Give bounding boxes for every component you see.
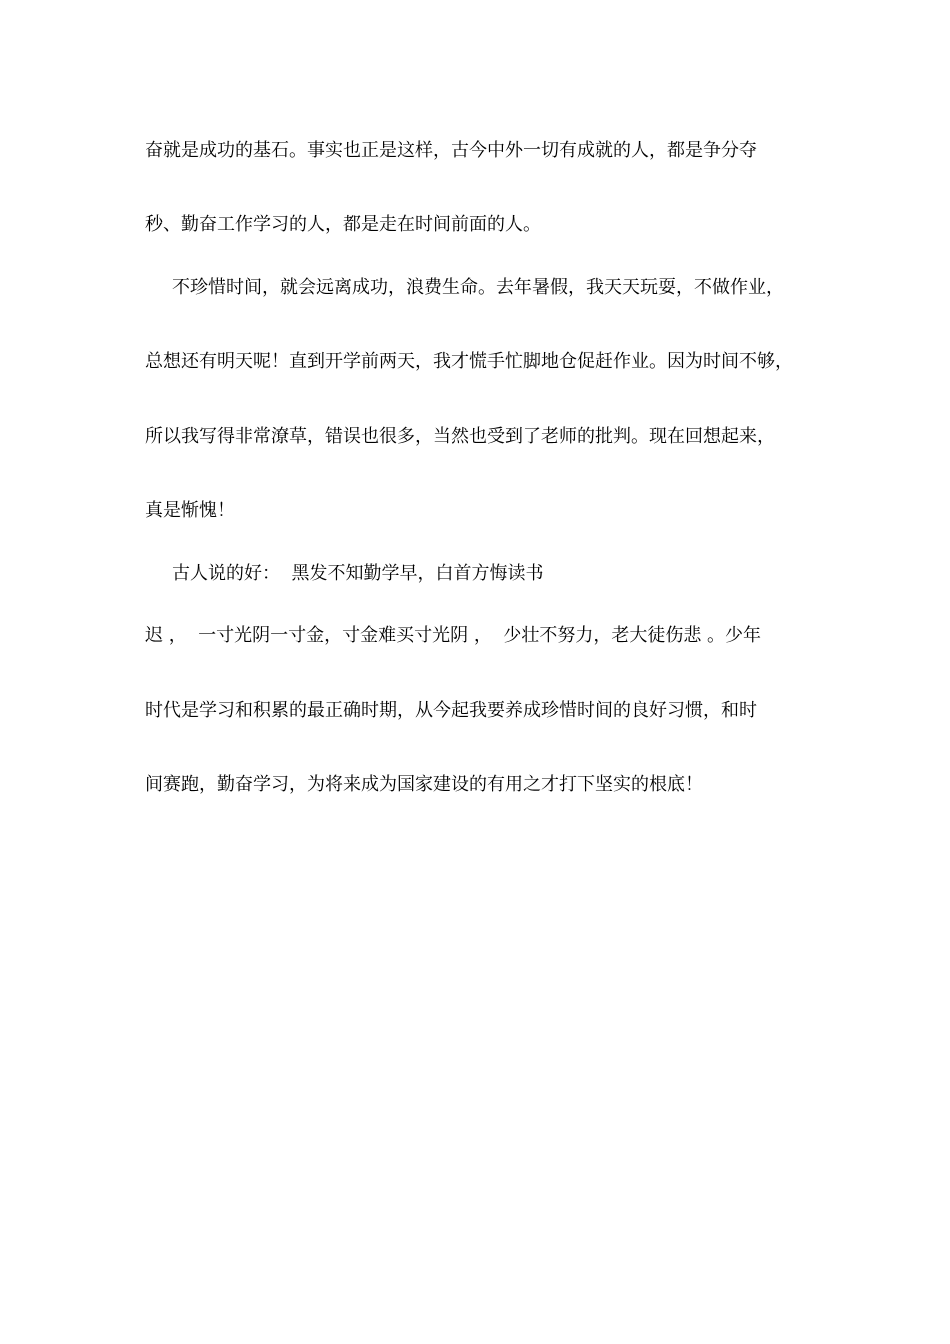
text-line: 所以我写得非常潦草，错误也很多，当然也受到了老师的批判。现在回想起来， xyxy=(145,426,775,447)
text-line: 奋就是成功的基石。事实也正是这样，古今中外一切有成就的人，都是争分夺 xyxy=(145,140,757,161)
text-line: 间赛跑，勤奋学习，为将来成为国家建设的有用之才打下坚实的根底！ xyxy=(145,774,703,795)
text-line: 迟 ， 一寸光阴一寸金，寸金难买寸光阴 ， 少壮不努力，老大徒伤悲 。少年 xyxy=(145,625,762,646)
text-line: 时代是学习和积累的最正确时期，从今起我要养成珍惜时间的良好习惯，和时 xyxy=(145,700,757,721)
text-line: 秒、勤奋工作学习的人，都是走在时间前面的人。 xyxy=(145,214,541,235)
paragraph-start-line: 古人说的好： 黑发不知勤学早，白首方悔读书 xyxy=(172,563,544,584)
text-line: 真是惭愧！ xyxy=(145,500,235,521)
paragraph-start-line: 不珍惜时间，就会远离成功，浪费生命。去年暑假，我天天玩耍，不做作业， xyxy=(172,277,784,298)
text-line: 总想还有明天呢！直到开学前两天，我才慌手忙脚地仓促赶作业。因为时间不够， xyxy=(145,351,793,372)
